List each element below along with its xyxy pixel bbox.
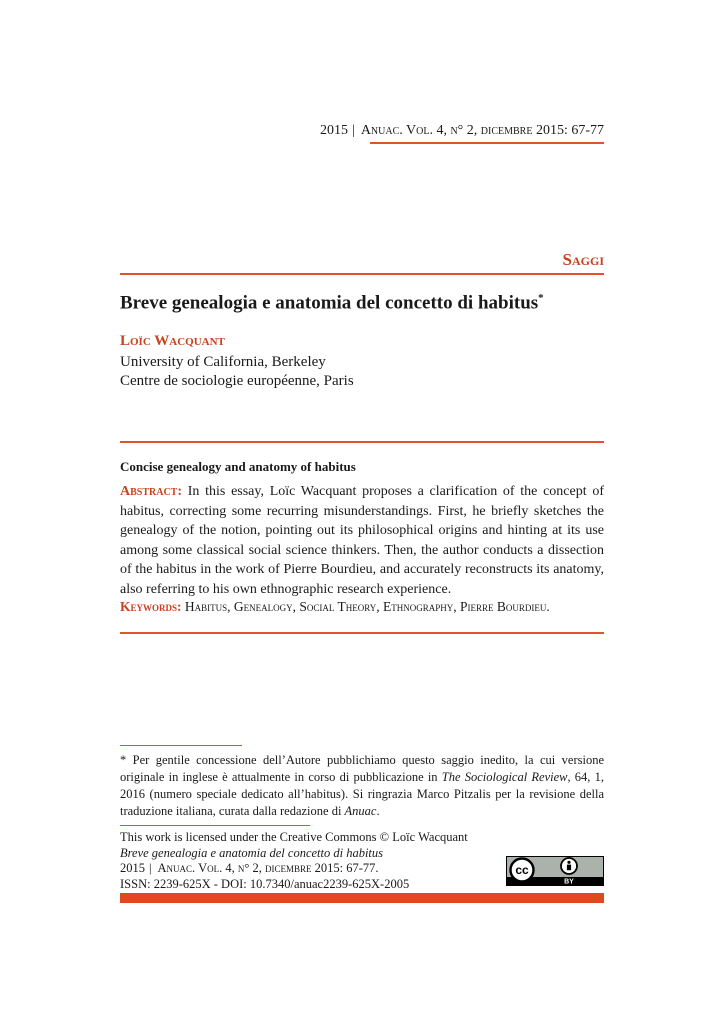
license-journal-end: 2015: 67-77. [314, 861, 379, 875]
header-journal-end: 2015: 67-77 [535, 123, 604, 138]
header-separator: | [352, 123, 355, 138]
footnote-anuac: Anuac [344, 804, 377, 818]
license-line-2: Breve genealogia e anatomia del concetto di habitus [120, 845, 384, 860]
abstract-text: In this essay, Loïc Wacquant proposes a clarification of the concept of habitus, correcting some recurring misunderstandings. First, he briefly sketches the genealogy of the notion, pointing out its philosophical origins and hinting at its use among some classical social science thinkers. Then, the author conducts a dissection of the habitus in the work of Pierre Bourdieu, and accurately reconstructs its anatomy, also referring to his own ethnographic research experience. [120, 484, 605, 597]
license-block [120, 830, 468, 892]
license-rule [120, 825, 310, 826]
header-journal: Anuac. Vol. 4, n° 2, dicembre [360, 123, 533, 138]
cc-by-badge[interactable] [506, 856, 604, 886]
abstract-block: Abstract: In this essay, Loïc Wacquant proposes a clarification of the concept of habitus, correcting some recurring misunderstandings. First, he briefly sketches the genealogy of the notion, pointing out its philosophical origins and hinting at its use among some classical social science thinkers. Then, the author conducts a dissection of the habitus in the work of Pierre Bourdieu, and accurately reconstructs its anatomy, also referring to his own ethnographic research experience. [120, 484, 605, 597]
abstract-bottom-rule [120, 632, 604, 634]
affiliation-2: Centre de sociologie européenne, Paris [120, 373, 354, 389]
by-person-head [567, 861, 570, 864]
footnote-part-1: * Per gentile concessione dell’Autore pubblichiamo questo saggio inedito, la cui versione originale in inglese è attualmente in corso di pubblicazione in [120, 753, 604, 784]
abstract-label: Abstract [120, 484, 178, 499]
running-header [320, 123, 604, 139]
bottom-bar [120, 893, 604, 903]
license-separator: | [149, 861, 152, 875]
header-rule [370, 142, 604, 144]
article-title [120, 292, 544, 314]
by-label: BY [564, 878, 574, 886]
keywords-label: Keywords [120, 599, 178, 614]
footnote-text [120, 752, 604, 820]
footnote-rule [120, 745, 242, 746]
license-line-1: This work is licensed under the Creative Commons © Loïc Wacquant [120, 830, 468, 844]
footnote-part-2: , 64, 1, 2016 (numero speciale dedicato all’habitus). Si ringrazia Marco Pitzalis per la revisione della traduzione italiana, curata dalla redazione di [120, 770, 605, 818]
keywords-line: Keywords: Habitus, Genealogy, Social Theory, Ethnography, Pierre Bourdieu. [120, 599, 550, 614]
title-footnote-mark: * [538, 292, 544, 304]
license-line-3 [120, 861, 468, 877]
author-name: Loïc Wacquant [120, 333, 225, 349]
cc-icon-label: cc [515, 863, 529, 878]
footnote-journal: The Sociological Review [441, 770, 568, 784]
section-label: Saggi [562, 250, 604, 269]
by-person-body [567, 865, 571, 871]
section-rule [120, 273, 604, 275]
article-title-text: Breve genealogia e anatomia del concetto di habitus [120, 292, 539, 314]
keywords-text: Habitus, Genealogy, Social Theory, Ethnography, Pierre Bourdieu. [184, 599, 550, 614]
affiliation-1: University of California, Berkeley [120, 354, 326, 370]
abstract-top-rule [120, 441, 604, 443]
header-year: 2015 [320, 123, 348, 138]
license-journal: Anuac. Vol. 4, n° 2, dicembre [157, 861, 312, 875]
license-line-4: ISSN: 2239-625X - DOI: 10.7340/anuac2239-625X-2005 [120, 876, 410, 891]
footnote-part-3: . [376, 804, 380, 818]
license-year: 2015 [120, 861, 145, 875]
english-title: Concise genealogy and anatomy of habitus [120, 459, 356, 474]
